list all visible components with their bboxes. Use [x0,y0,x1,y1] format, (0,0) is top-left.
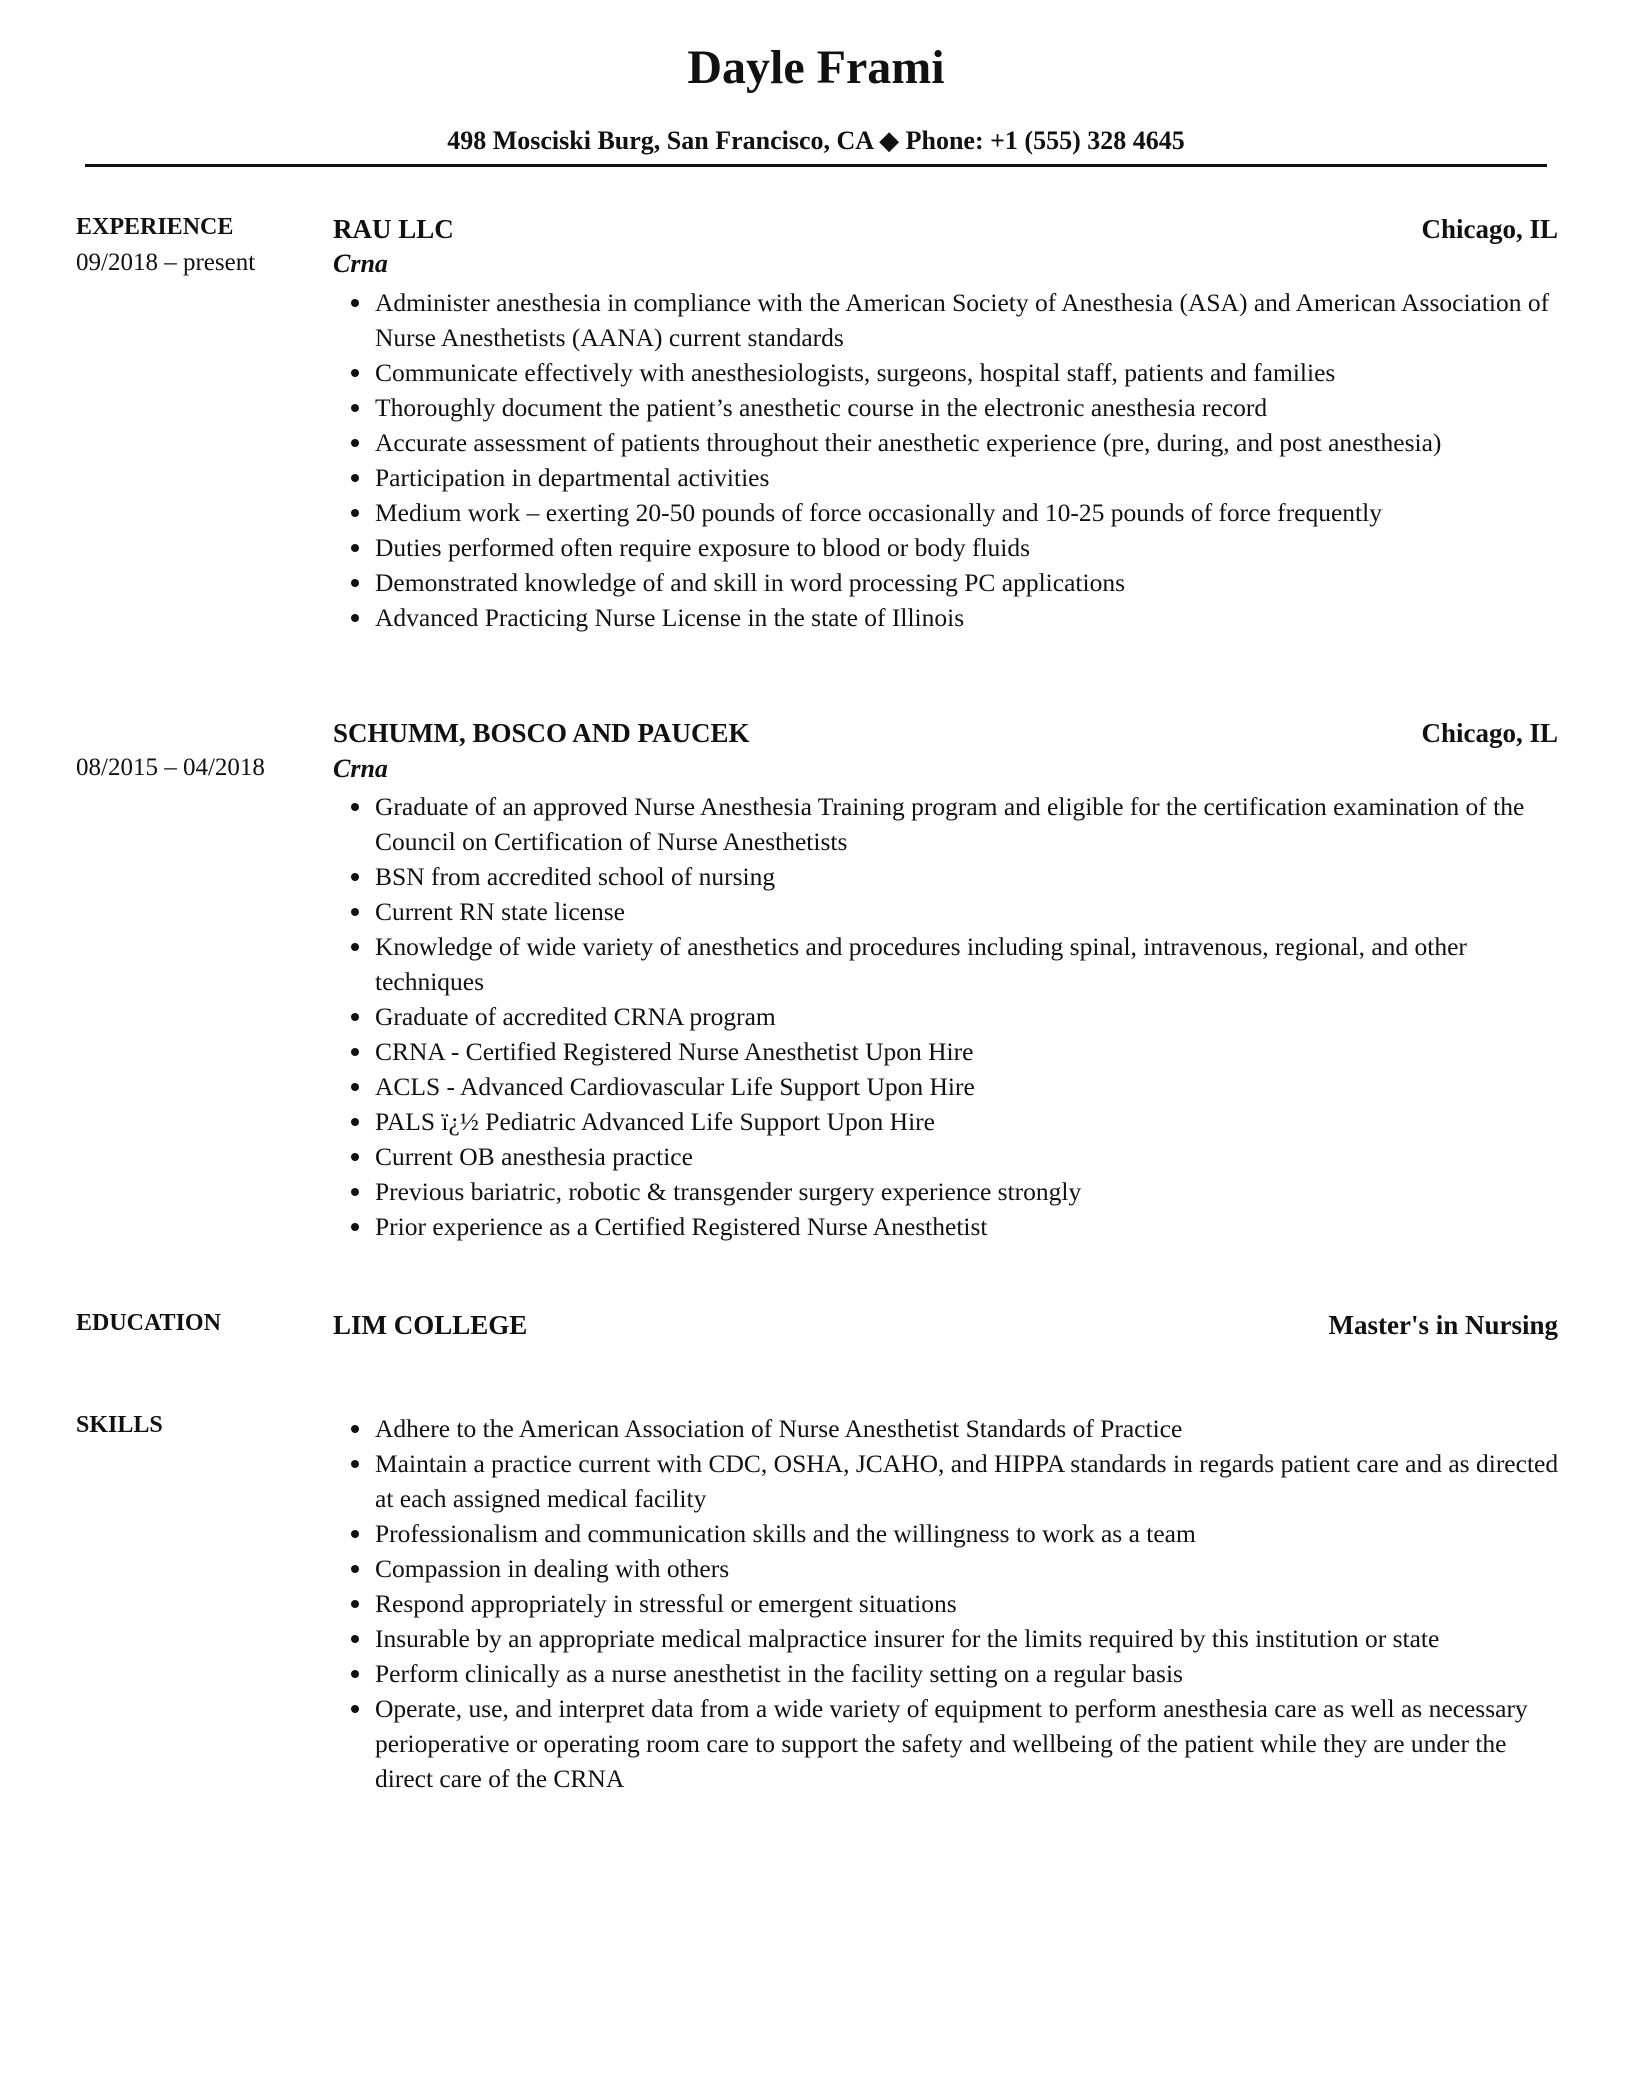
job-company: SCHUMM, BOSCO AND PAUCEK [333,718,750,748]
list-item: Advanced Practicing Nurse License in the state of Illinois [375,600,1563,635]
list-item: Prior experience as a Certified Registered Nurse Anesthetist [375,1209,1563,1244]
list-item: Maintain a practice current with CDC, OSHA, JCAHO, and HIPPA standards in regards patient care and as directed at each assigned medical facility [375,1446,1563,1516]
list-item: Thoroughly document the patient’s anesthetic course in the electronic anesthesia record [375,390,1563,425]
job-location: Chicago, IL [1421,718,1558,748]
list-item: Participation in departmental activities [375,460,1563,495]
education-degree: Master's in Nursing [1328,1310,1558,1340]
skills-heading: SKILLS [76,1412,163,1438]
list-item: Previous bariatric, robotic & transgender surgery experience strongly [375,1174,1563,1209]
job-date: 09/2018 – present [76,249,256,276]
list-item: Demonstrated knowledge of and skill in word processing PC applications [375,565,1563,600]
job-duties-list [333,789,1563,1244]
list-item: Respond appropriately in stressful or emergent situations [375,1586,1563,1621]
education-heading: EDUCATION [76,1310,221,1336]
list-item: Administer anesthesia in compliance with the American Society of Anesthesia (ASA) and American Association of Nurse Anesthetists (AANA) current standards [375,285,1563,355]
header-divider [85,164,1547,167]
job-location: Chicago, IL [1421,214,1558,244]
list-item: Current RN state license [375,894,1563,929]
job-title: Crna [333,754,388,783]
list-item: Adhere to the American Association of Nurse Anesthetist Standards of Practice [375,1411,1563,1446]
list-item: Duties performed often require exposure to blood or body fluids [375,530,1563,565]
contact-line: 498 Mosciski Burg, San Francisco, CA ◆ Phone: +1 (555) 328 4645 [447,126,1185,155]
list-item: Medium work – exerting 20-50 pounds of force occasionally and 10-25 pounds of force frequently [375,495,1563,530]
candidate-name: Dayle Frami [687,41,945,94]
experience-heading: EXPERIENCE [76,214,234,240]
list-item: ACLS - Advanced Cardiovascular Life Support Upon Hire [375,1069,1563,1104]
list-item: Graduate of accredited CRNA program [375,999,1563,1034]
list-item: Professionalism and communication skills and the willingness to work as a team [375,1516,1563,1551]
list-item: Knowledge of wide variety of anesthetics and procedures including spinal, intravenous, regional, and other techniques [375,929,1563,999]
job-date: 08/2015 – 04/2018 [76,754,265,781]
list-item: Current OB anesthesia practice [375,1139,1563,1174]
list-item: Graduate of an approved Nurse Anesthesia Training program and eligible for the certification examination of the Council on Certification of Nurse Anesthetists [375,789,1563,859]
list-item: Insurable by an appropriate medical malpractice insurer for the limits required by this institution or state [375,1621,1563,1656]
job-duties-list [333,285,1563,635]
list-item: Accurate assessment of patients throughout their anesthetic experience (pre, during, and post anesthesia) [375,425,1563,460]
list-item: Compassion in dealing with others [375,1551,1563,1586]
list-item: PALS ï¿½ Pediatric Advanced Life Support Upon Hire [375,1104,1563,1139]
list-item: Perform clinically as a nurse anesthetist in the facility setting on a regular basis [375,1656,1563,1691]
list-item: Operate, use, and interpret data from a wide variety of equipment to perform anesthesia care as well as necessary perioperative or operating room care to support the safety and wellbeing of the patient while they are under the direct care of the CRNA [375,1691,1563,1796]
list-item: BSN from accredited school of nursing [375,859,1563,894]
education-school: LIM COLLEGE [333,1310,528,1340]
list-item: CRNA - Certified Registered Nurse Anesthetist Upon Hire [375,1034,1563,1069]
list-item: Communicate effectively with anesthesiologists, surgeons, hospital staff, patients and families [375,355,1563,390]
job-title: Crna [333,249,388,278]
job-company: RAU LLC [333,214,454,244]
skills-list [333,1411,1563,1796]
